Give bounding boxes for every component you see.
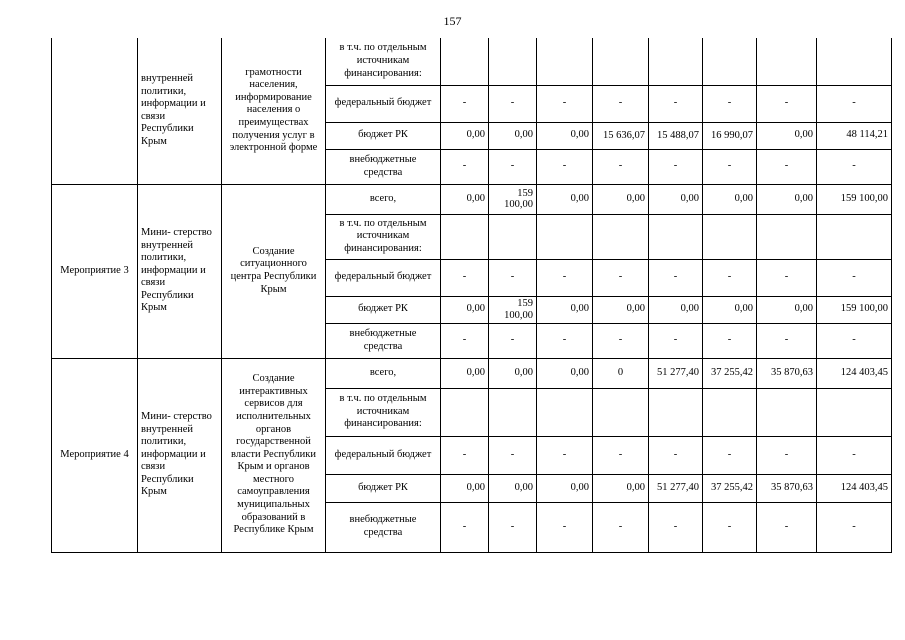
value-cell: 0,00 [441,296,489,323]
value-cell: 0,00 [537,474,593,502]
value-cell: 0,00 [537,122,593,149]
value-cell: - [703,85,757,122]
value-cell: - [817,149,892,184]
source-label: внебюджетные средства [326,323,441,358]
measure-name-cell [52,38,138,184]
value-cell: 15 636,07 [593,122,649,149]
value-cell: 37 255,42 [703,358,757,388]
value-cell: - [649,323,703,358]
value-cell: 159 100,00 [489,296,537,323]
source-label: всего, [326,184,441,214]
value-cell: - [817,436,892,474]
source-label: федеральный бюджет [326,85,441,122]
value-cell: - [593,259,649,296]
value-cell: 0,00 [537,184,593,214]
value-cell: 0,00 [649,296,703,323]
value-cell: 0,00 [441,358,489,388]
value-cell: - [649,85,703,122]
table-row [52,184,892,214]
value-cell: - [593,149,649,184]
value-cell: - [441,323,489,358]
value-cell: - [537,436,593,474]
value-cell: 0,00 [649,184,703,214]
value-cell: 51 277,40 [649,358,703,388]
source-label: внебюджетные средства [326,149,441,184]
value-cell: - [537,85,593,122]
value-cell: - [649,436,703,474]
value-cell: 35 870,63 [757,358,817,388]
page-number: 157 [443,14,462,28]
value-cell: 0,00 [757,296,817,323]
value-cell: - [649,259,703,296]
value-cell: 0,00 [757,184,817,214]
value-cell: 0,00 [593,296,649,323]
value-cell: - [757,502,817,552]
value-cell: - [537,323,593,358]
measure-name-cell: Мероприятие 3 [52,184,138,358]
value-cell: - [593,436,649,474]
value-cell: 0,00 [489,358,537,388]
value-cell: 0,00 [703,184,757,214]
value-cell: 0,00 [489,474,537,502]
value-cell: - [817,259,892,296]
value-cell: - [537,502,593,552]
organization-cell: Мини- стерство внутренней политики, информации и связи Республики Крым [138,184,222,358]
source-label: федеральный бюджет [326,259,441,296]
value-cell: 124 403,45 [817,358,892,388]
value-cell: - [489,259,537,296]
source-label: бюджет РК [326,474,441,502]
value-cell: - [757,323,817,358]
value-cell: 0,00 [441,122,489,149]
value-cell: - [489,323,537,358]
value-cell: - [649,502,703,552]
value-cell: 51 277,40 [649,474,703,502]
value-cell: - [593,85,649,122]
value-cell: 159 100,00 [817,184,892,214]
source-label: в т.ч. по отдельным источникам финансирования: [326,38,441,85]
value-cell: 15 488,07 [649,122,703,149]
value-cell: - [441,502,489,552]
value-cell: - [489,436,537,474]
source-label: внебюджетные средства [326,502,441,552]
value-cell: - [441,85,489,122]
value-cell: 35 870,63 [757,474,817,502]
value-cell: 0,00 [757,122,817,149]
value-cell: - [489,502,537,552]
value-cell: - [537,259,593,296]
value-cell: - [817,323,892,358]
source-label: всего, [326,358,441,388]
value-cell: 0,00 [703,296,757,323]
value-cell: 0,00 [593,474,649,502]
value-cell: - [593,502,649,552]
organization-cell: внутренней политики, информации и связи Республики Крым [138,38,222,184]
table-row [52,38,892,85]
value-cell: 159 100,00 [817,296,892,323]
value-cell: - [489,149,537,184]
value-cell: - [757,149,817,184]
value-cell: - [757,436,817,474]
source-label: федеральный бюджет [326,436,441,474]
value-cell: 48 114,21 [817,122,892,149]
value-cell: - [703,149,757,184]
value-cell: - [593,323,649,358]
value-cell: 0,00 [537,358,593,388]
description-cell: Создание ситуационного центра Республики Крым [222,184,326,358]
value-cell: 0,00 [537,296,593,323]
value-cell: - [757,85,817,122]
value-cell: - [703,436,757,474]
source-label: бюджет РК [326,296,441,323]
value-cell: - [817,85,892,122]
value-cell: - [703,323,757,358]
value-cell: - [757,259,817,296]
measure-name-cell: Мероприятие 4 [52,358,138,552]
source-label: в т.ч. по отдельным источникам финансирования: [326,214,441,259]
source-label: бюджет РК [326,122,441,149]
table-row [52,358,892,388]
value-cell: - [817,502,892,552]
value-cell: 0,00 [441,474,489,502]
value-cell: 0 [593,358,649,388]
value-cell: - [703,259,757,296]
value-cell: - [703,502,757,552]
value-cell: 159 100,00 [489,184,537,214]
value-cell: 124 403,45 [817,474,892,502]
budget-table [51,38,892,553]
value-cell: 0,00 [593,184,649,214]
value-cell: 37 255,42 [703,474,757,502]
value-cell: 0,00 [489,122,537,149]
source-label: в т.ч. по отдельным источникам финансирования: [326,388,441,436]
value-cell: - [441,149,489,184]
value-cell: - [441,259,489,296]
value-cell: 0,00 [441,184,489,214]
value-cell: - [441,436,489,474]
value-cell: - [649,149,703,184]
description-cell: Создание интерактивных сервисов для исполнительных органов государственной власти Республики Крым и органов местного самоуправления муниципальных образований в Республике Крым [222,358,326,552]
description-cell: грамотности населения, информирование населения о преимуществах получения услуг в электронной форме [222,38,326,184]
value-cell: - [537,149,593,184]
organization-cell: Мини- стерство внутренней политики, информации и связи Республики Крым [138,358,222,552]
value-cell: 16 990,07 [703,122,757,149]
value-cell: - [489,85,537,122]
